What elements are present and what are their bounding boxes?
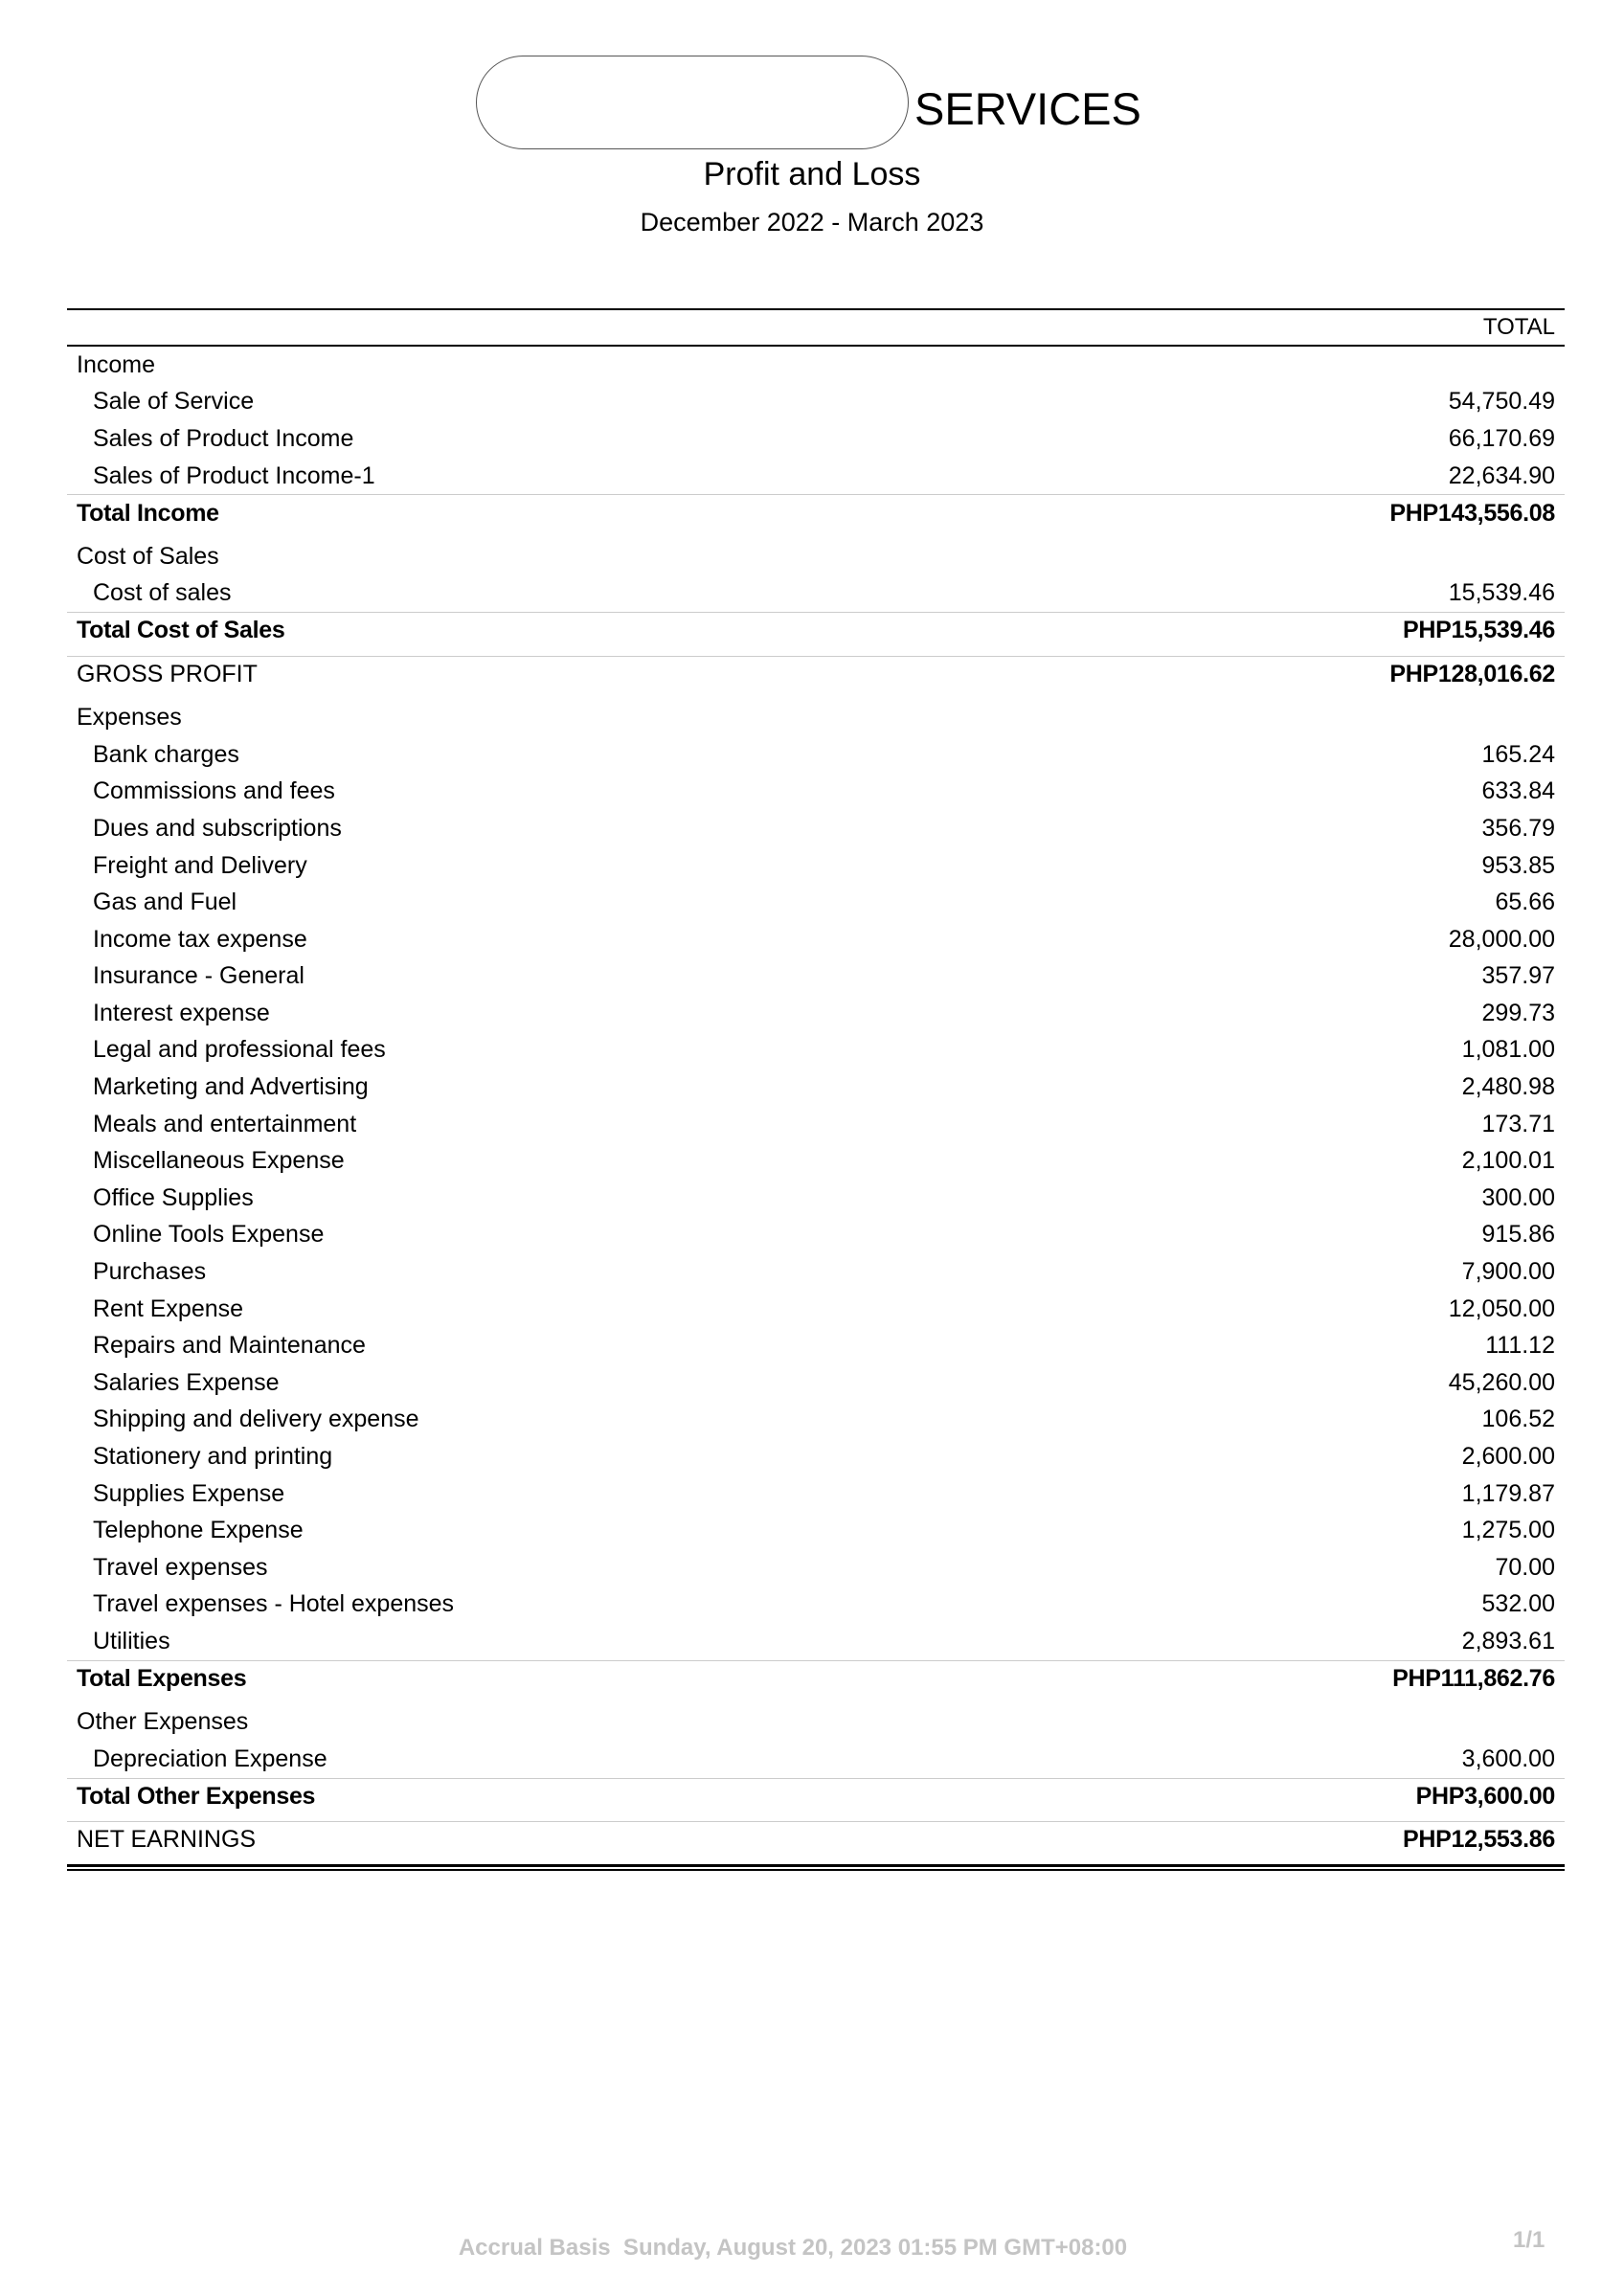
- row-amount: 165.24: [1481, 740, 1555, 768]
- row-amount: 7,900.00: [1461, 1258, 1555, 1286]
- total-amount: PHP143,556.08: [1389, 499, 1555, 527]
- row-amount: 173.71: [1481, 1110, 1555, 1137]
- table-row: [67, 1069, 1565, 1106]
- footer-basis-timestamp: Accrual Basis Sunday, August 20, 2023 01:55 PM GMT+08:00: [458, 2235, 1128, 2261]
- row-amount: 70.00: [1495, 1553, 1555, 1581]
- table-row: [67, 774, 1565, 811]
- row-amount: 2,100.01: [1461, 1147, 1555, 1175]
- table-row: [67, 1106, 1565, 1143]
- total-expenses-row: [67, 1660, 1565, 1698]
- row-amount: 299.73: [1481, 999, 1555, 1026]
- table-row: [67, 575, 1565, 613]
- row-amount: 953.85: [1481, 851, 1555, 879]
- net-earnings-row: [67, 1821, 1565, 1858]
- section-other-expenses: [67, 1703, 1565, 1741]
- row-amount: 66,170.69: [1448, 424, 1555, 452]
- row-amount: 532.00: [1481, 1590, 1555, 1618]
- table-row: [67, 1291, 1565, 1328]
- table-row: [67, 420, 1565, 458]
- row-amount: 357.97: [1481, 962, 1555, 990]
- row-amount: 54,750.49: [1448, 388, 1555, 416]
- row-amount: 356.79: [1481, 814, 1555, 842]
- table-row: [67, 1217, 1565, 1254]
- footer-page-number: 1/1: [1513, 2227, 1545, 2253]
- expense-rows: [67, 736, 1565, 1660]
- row-amount: 2,893.61: [1461, 1627, 1555, 1654]
- section-label: Expenses: [77, 704, 182, 732]
- table-row: [67, 1402, 1565, 1439]
- row-label: Shipping and delivery expense: [93, 1406, 419, 1433]
- report-title: Profit and Loss: [703, 156, 921, 192]
- row-label: Sales of Product Income: [93, 424, 354, 452]
- row-amount: 106.52: [1481, 1406, 1555, 1433]
- total-amount: PHP15,539.46: [1402, 617, 1555, 644]
- row-label: Bank charges: [93, 740, 239, 768]
- row-amount: 2,600.00: [1461, 1443, 1555, 1471]
- row-label: Sale of Service: [93, 388, 255, 416]
- total-label: Total Cost of Sales: [77, 617, 285, 644]
- table-row: [67, 884, 1565, 921]
- row-amount: 2,480.98: [1461, 1073, 1555, 1101]
- table-row: [67, 1364, 1565, 1402]
- row-label: Utilities: [93, 1627, 170, 1654]
- row-label: Miscellaneous Expense: [93, 1147, 345, 1175]
- row-label: Travel expenses - Hotel expenses: [93, 1590, 455, 1618]
- table-row: [67, 810, 1565, 847]
- table-row: [67, 384, 1565, 421]
- row-amount: 15,539.46: [1448, 579, 1555, 607]
- gross-profit-amount: PHP128,016.62: [1389, 661, 1555, 688]
- total-label: Total Expenses: [77, 1665, 247, 1693]
- table-row: [67, 1623, 1565, 1660]
- section-cost-of-sales: [67, 538, 1565, 575]
- table-row: [67, 1142, 1565, 1180]
- company-name: SERVICES: [914, 83, 1141, 134]
- total-label: Total Other Expenses: [77, 1782, 316, 1810]
- row-amount: 633.84: [1481, 777, 1555, 805]
- row-label: Travel expenses: [93, 1553, 268, 1581]
- gross-profit-row: [67, 656, 1565, 693]
- total-other-expenses-row: [67, 1778, 1565, 1815]
- column-header-total: TOTAL: [1482, 314, 1555, 340]
- total-cost-of-sales-row: [67, 612, 1565, 649]
- table-row: [67, 1438, 1565, 1475]
- redacted-logo-box: [476, 56, 909, 149]
- row-amount: 3,600.00: [1461, 1745, 1555, 1772]
- table-row: [67, 1741, 1565, 1778]
- row-label: Stationery and printing: [93, 1443, 333, 1471]
- row-amount: 1,081.00: [1461, 1036, 1555, 1064]
- row-label: Income tax expense: [93, 925, 307, 953]
- row-amount: 300.00: [1481, 1183, 1555, 1211]
- row-amount: 915.86: [1481, 1221, 1555, 1249]
- table-row: [67, 1032, 1565, 1069]
- row-label: Legal and professional fees: [93, 1036, 386, 1064]
- row-label: Dues and subscriptions: [93, 814, 342, 842]
- table-row: [67, 1475, 1565, 1513]
- row-label: Sales of Product Income-1: [93, 461, 375, 489]
- total-amount: PHP3,600.00: [1415, 1782, 1555, 1810]
- table-row: [67, 1512, 1565, 1549]
- row-amount: 65.66: [1495, 889, 1555, 916]
- table-row: [67, 1327, 1565, 1364]
- row-amount: 1,179.87: [1461, 1479, 1555, 1507]
- row-amount: 1,275.00: [1461, 1517, 1555, 1544]
- column-header-row: [67, 308, 1565, 347]
- table-row: [67, 458, 1565, 495]
- row-label: Supplies Expense: [93, 1479, 285, 1507]
- row-amount: 45,260.00: [1448, 1368, 1555, 1396]
- row-label: Insurance - General: [93, 962, 304, 990]
- total-income-row: [67, 494, 1565, 531]
- row-label: Rent Expense: [93, 1294, 244, 1322]
- total-amount: PHP111,862.76: [1392, 1665, 1555, 1693]
- section-income: [67, 347, 1565, 384]
- net-earnings-label: NET EARNINGS: [77, 1826, 257, 1854]
- row-amount: 28,000.00: [1448, 925, 1555, 953]
- section-label: Other Expenses: [77, 1708, 249, 1736]
- row-amount: 22,634.90: [1448, 461, 1555, 489]
- row-label: Interest expense: [93, 999, 270, 1026]
- table-row: [67, 958, 1565, 996]
- row-label: Gas and Fuel: [93, 889, 237, 916]
- report-period: December 2022 - March 2023: [640, 208, 984, 236]
- report-header: [0, 0, 1624, 249]
- row-label: Freight and Delivery: [93, 851, 307, 879]
- row-label: Commissions and fees: [93, 777, 335, 805]
- double-underline: [67, 1864, 1565, 1871]
- row-label: Office Supplies: [93, 1183, 254, 1211]
- table-row: [67, 1587, 1565, 1624]
- net-earnings-amount: PHP12,553.86: [1402, 1826, 1555, 1854]
- row-label: Telephone Expense: [93, 1517, 304, 1544]
- section-label: Income: [77, 350, 155, 378]
- table-row: [67, 995, 1565, 1032]
- table-row: [67, 921, 1565, 958]
- row-label: Purchases: [93, 1258, 207, 1286]
- table-row: [67, 1253, 1565, 1291]
- row-amount: 12,050.00: [1448, 1294, 1555, 1322]
- section-label: Cost of Sales: [77, 542, 219, 570]
- section-expenses: [67, 699, 1565, 736]
- row-label: Marketing and Advertising: [93, 1073, 369, 1101]
- row-label: Cost of sales: [93, 579, 232, 607]
- row-label: Salaries Expense: [93, 1368, 280, 1396]
- total-label: Total Income: [77, 499, 219, 527]
- table-row: [67, 1549, 1565, 1587]
- gross-profit-label: GROSS PROFIT: [77, 661, 258, 688]
- table-row: [67, 1180, 1565, 1217]
- row-label: Meals and entertainment: [93, 1110, 357, 1137]
- row-label: Repairs and Maintenance: [93, 1332, 366, 1360]
- table-row: [67, 736, 1565, 774]
- profit-loss-table: [67, 308, 1565, 1871]
- row-label: Online Tools Expense: [93, 1221, 325, 1249]
- row-label: Depreciation Expense: [93, 1745, 327, 1772]
- row-amount: 111.12: [1485, 1332, 1555, 1360]
- table-row: [67, 847, 1565, 885]
